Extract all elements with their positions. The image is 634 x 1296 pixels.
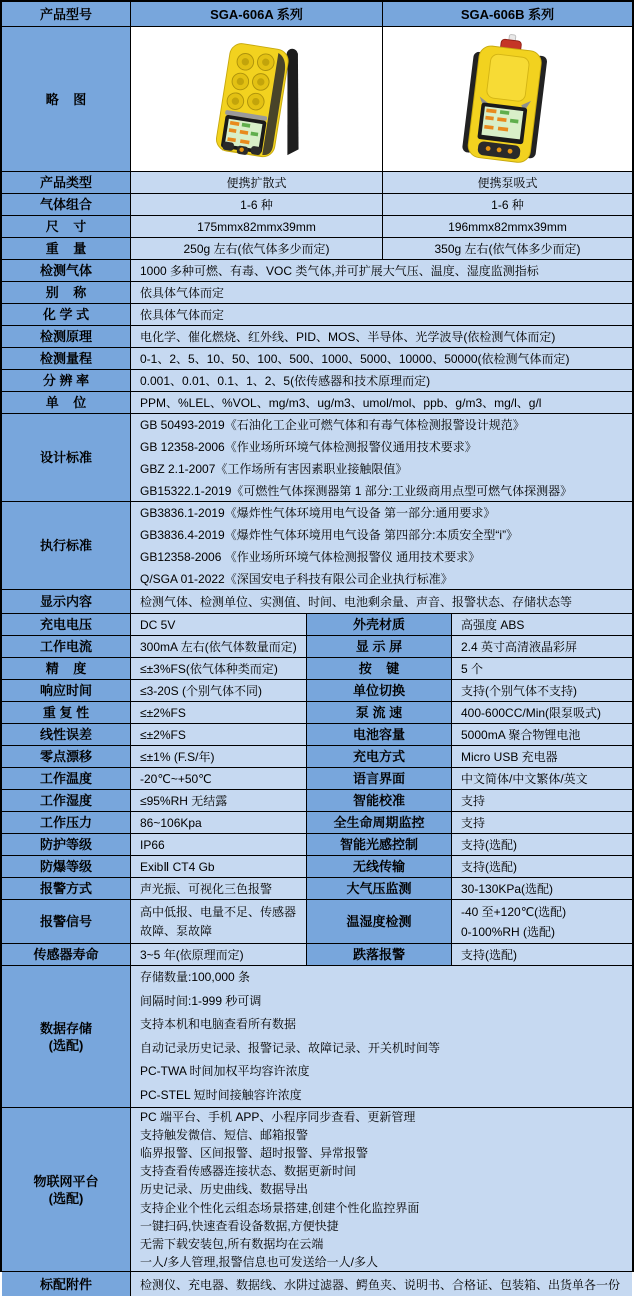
label-working-temp: 工作温度 bbox=[2, 768, 131, 789]
value-smart-calibration: 支持 bbox=[452, 790, 632, 811]
data-storage-optional: (选配) bbox=[48, 1037, 84, 1053]
label-exec-standard: 执行标准 bbox=[2, 502, 131, 589]
label-working-pressure: 工作压力 bbox=[2, 812, 131, 833]
value-explosion-proof: ExibⅡ CT4 Gb bbox=[131, 856, 307, 877]
value-barometric-monitor: 30-130KPa(选配) bbox=[452, 878, 632, 899]
temp-humidity-line: -40 至+120℃(选配) bbox=[461, 904, 567, 919]
value-detect-gas: 1000 多种可燃、有毒、VOC 类气体,并可扩展大气压、温度、湿度监测指标 bbox=[131, 260, 632, 281]
value-display-content: 检测气体、检测单位、实测值、时间、电池剩余量、声音、报警状态、存储状态等 bbox=[131, 590, 632, 613]
exec-standard-line: Q/SGA 01-2022《深国安电子科技有限公司企业执行标准》 bbox=[140, 571, 453, 586]
row-working-humidity bbox=[2, 790, 632, 812]
value-alarm-signal: 高中低报、电量不足、传感器故障、泵故障 bbox=[131, 900, 307, 943]
row-response-time bbox=[2, 680, 632, 702]
value-temp-humidity-detect bbox=[452, 900, 632, 943]
label-accessories: 标配附件 bbox=[2, 1272, 131, 1296]
label-weight: 重 量 bbox=[2, 238, 131, 259]
value-pump-speed: 400-600CC/Min(限泵吸式) bbox=[452, 702, 632, 723]
value-alarm-method: 声光振、可视化三色报警 bbox=[131, 878, 307, 899]
value-display-screen: 2.4 英寸高清液晶彩屏 bbox=[452, 636, 632, 657]
value-shell-material: 高强度 ABS bbox=[452, 614, 632, 635]
label-sketch: 略 图 bbox=[2, 27, 131, 171]
value-repeatability: ≤±2%FS bbox=[131, 702, 307, 723]
iot-line: 支持触发微信、短信、邮箱报警 bbox=[140, 1128, 309, 1143]
sketch-row bbox=[2, 27, 632, 172]
label-shell-material: 外壳材质 bbox=[307, 614, 452, 635]
header-row bbox=[2, 2, 632, 27]
value-accessories: 检测仪、充电器、数据线、水阱过滤器、鳄鱼夹、说明书、合格证、包装箱、出货单各一份 bbox=[131, 1272, 632, 1296]
row-working-temp bbox=[2, 768, 632, 790]
label-temp-humidity-detect: 温湿度检测 bbox=[307, 900, 452, 943]
value-chemical-formula: 依具体气体而定 bbox=[131, 304, 632, 325]
design-standard-line: GB 12358-2006《作业场所环境气体检测报警仪通用技术要求》 bbox=[140, 439, 477, 454]
value-exec-standard bbox=[131, 502, 632, 589]
value-charge-method: Micro USB 充电器 bbox=[452, 746, 632, 767]
label-display-screen: 显 示 屏 bbox=[307, 636, 452, 657]
row-weight bbox=[2, 238, 632, 260]
value-drop-alarm: 支持(选配) bbox=[452, 944, 632, 965]
label-linearity-error: 线性误差 bbox=[2, 724, 131, 745]
row-exec-standard bbox=[2, 502, 632, 590]
value-zero-drift: ≤±1% (F.S/年) bbox=[131, 746, 307, 767]
value-light-sensing: 支持(选配) bbox=[452, 834, 632, 855]
row-charge-voltage bbox=[2, 614, 632, 636]
value-lifecycle-monitor: 支持 bbox=[452, 812, 632, 833]
storage-line: 间隔时间:1-999 秒可调 bbox=[140, 993, 262, 1008]
value-product-type-b: 便携泵吸式 bbox=[383, 172, 632, 193]
value-protection-level: IP66 bbox=[131, 834, 307, 855]
row-dimensions bbox=[2, 216, 632, 238]
label-light-sensing: 智能光感控制 bbox=[307, 834, 452, 855]
row-linearity-error bbox=[2, 724, 632, 746]
value-precision: ≤±3%FS(依气体种类而定) bbox=[131, 658, 307, 679]
temp-humidity-line: 0-100%RH (选配) bbox=[461, 924, 556, 939]
diffusion-detector-image bbox=[131, 27, 382, 171]
iot-line: 一人/多人管理,报警信息也可发送给一人/多人 bbox=[140, 1254, 379, 1269]
row-accessories bbox=[2, 1272, 632, 1296]
diffusion-detector-icon bbox=[142, 31, 372, 168]
storage-line: PC-TWA 时间加权平均容许浓度 bbox=[140, 1064, 310, 1078]
value-sensor-life: 3~5 年(依原理而定) bbox=[131, 944, 307, 965]
label-dimensions: 尺 寸 bbox=[2, 216, 131, 237]
design-standard-line: GBZ 2.1-2007《工作场所有害因素职业接触限值》 bbox=[140, 461, 408, 476]
label-detect-range: 检测量程 bbox=[2, 348, 131, 369]
row-resolution bbox=[2, 370, 632, 392]
row-data-storage bbox=[2, 966, 632, 1108]
storage-line: PC-STEL 短时间接触容许浓度 bbox=[140, 1087, 302, 1102]
label-detect-principle: 检测原理 bbox=[2, 326, 131, 347]
row-alarm-signal bbox=[2, 900, 632, 944]
label-unit: 单 位 bbox=[2, 392, 131, 413]
label-data-storage bbox=[2, 966, 131, 1107]
label-alarm-method: 报警方式 bbox=[2, 878, 131, 899]
label-gas-combination: 气体组合 bbox=[2, 194, 131, 215]
label-barometric-monitor: 大气压监测 bbox=[307, 878, 452, 899]
value-working-humidity: ≤95%RH 无结露 bbox=[131, 790, 307, 811]
label-charge-method: 充电方式 bbox=[307, 746, 452, 767]
value-unit: PPM、%LEL、%VOL、mg/m3、ug/m3、umol/mol、ppb、g/m3、mg/l、g/l bbox=[131, 392, 632, 413]
row-design-standard bbox=[2, 414, 632, 502]
row-chemical-formula bbox=[2, 304, 632, 326]
label-smart-calibration: 智能校准 bbox=[307, 790, 452, 811]
label-alias: 别 称 bbox=[2, 282, 131, 303]
storage-line: 自动记录历史记录、报警记录、故障记录、开关机时间等 bbox=[140, 1040, 441, 1055]
value-dimensions-b: 196mmx82mmx39mm bbox=[383, 216, 632, 237]
label-protection-level: 防护等级 bbox=[2, 834, 131, 855]
label-iot-platform bbox=[2, 1108, 131, 1271]
value-response-time: ≤3-20S (个别气体不同) bbox=[131, 680, 307, 701]
value-gas-combination-b: 1-6 种 bbox=[383, 194, 632, 215]
exec-standard-line: GB3836.1-2019《爆炸性气体环境用电气设备 第一部分:通用要求》 bbox=[140, 505, 496, 520]
pump-detector-icon bbox=[393, 31, 623, 168]
iot-line: 支持企业个性化云组态场景搭建,创建个性化监控界面 bbox=[140, 1200, 420, 1215]
row-gas-combination bbox=[2, 194, 632, 216]
value-weight-a: 250g 左右(依气体多少而定) bbox=[131, 238, 383, 259]
value-working-current: 300mA 左右(依气体数量而定) bbox=[131, 636, 307, 657]
data-storage-title: 数据存储 bbox=[39, 1020, 92, 1036]
row-display-content bbox=[2, 590, 632, 614]
row-working-current bbox=[2, 636, 632, 658]
value-battery-capacity: 5000mA 聚合物锂电池 bbox=[452, 724, 632, 745]
iot-platform-title: 物联网平台 bbox=[33, 1173, 99, 1189]
row-product-type bbox=[2, 172, 632, 194]
value-iot-platform bbox=[131, 1108, 632, 1271]
iot-line: 临界报警、区间报警、超时报警、异常报警 bbox=[140, 1146, 369, 1161]
row-alarm-method bbox=[2, 878, 632, 900]
value-linearity-error: ≤±2%FS bbox=[131, 724, 307, 745]
row-iot-platform bbox=[2, 1108, 632, 1272]
design-standard-line: GB 50493-2019《石油化工企业可燃气体和有毒气体检测报警设计规范》 bbox=[140, 417, 525, 432]
value-buttons: 5 个 bbox=[452, 658, 632, 679]
label-product-type: 产品类型 bbox=[2, 172, 131, 193]
label-battery-capacity: 电池容量 bbox=[307, 724, 452, 745]
label-unit-switch: 单位切换 bbox=[307, 680, 452, 701]
value-detect-principle: 电化学、催化燃烧、红外线、PID、MOS、半导体、光学波导(依检测气体而定) bbox=[131, 326, 632, 347]
value-gas-combination-a: 1-6 种 bbox=[131, 194, 383, 215]
device-a-image-cell bbox=[131, 27, 383, 171]
row-detect-principle bbox=[2, 326, 632, 348]
label-lifecycle-monitor: 全生命周期监控 bbox=[307, 812, 452, 833]
row-protection-level bbox=[2, 834, 632, 856]
label-resolution: 分 辨 率 bbox=[2, 370, 131, 391]
iot-platform-optional: (选配) bbox=[48, 1190, 84, 1206]
device-b-image-cell bbox=[383, 27, 632, 171]
value-detect-range: 0-1、2、5、10、50、100、500、1000、5000、10000、50000(依检测气体而定) bbox=[131, 348, 632, 369]
value-wireless: 支持(选配) bbox=[452, 856, 632, 877]
pump-detector-image bbox=[383, 27, 632, 171]
storage-line: 存储数量:100,000 条 bbox=[140, 970, 251, 984]
iot-line: 无需下载安装包,所有数据均在云端 bbox=[140, 1236, 324, 1251]
label-response-time: 响应时间 bbox=[2, 680, 131, 701]
row-detect-gas bbox=[2, 260, 632, 282]
label-pump-speed: 泵 流 速 bbox=[307, 702, 452, 723]
design-standard-line: GB15322.1-2019《可燃性气体探测器第 1 部分:工业级商用点型可燃气体探测器》 bbox=[140, 483, 573, 498]
value-product-type-a: 便携扩散式 bbox=[131, 172, 383, 193]
row-unit bbox=[2, 392, 632, 414]
row-precision bbox=[2, 658, 632, 680]
row-sensor-life bbox=[2, 944, 632, 966]
header-series-b: SGA-606B 系列 bbox=[383, 2, 632, 26]
label-zero-drift: 零点漂移 bbox=[2, 746, 131, 767]
value-working-pressure: 86~106Kpa bbox=[131, 812, 307, 833]
label-precision: 精 度 bbox=[2, 658, 131, 679]
value-alias: 依具体气体而定 bbox=[131, 282, 632, 303]
iot-line: PC 端平台、手机 APP、小程序同步查看、更新管理 bbox=[140, 1110, 416, 1125]
label-language: 语言界面 bbox=[307, 768, 452, 789]
value-charge-voltage: DC 5V bbox=[131, 614, 307, 635]
label-chemical-formula: 化 学 式 bbox=[2, 304, 131, 325]
iot-line: 一键扫码,快速查看设备数据,方便快捷 bbox=[140, 1218, 339, 1233]
value-data-storage bbox=[131, 966, 632, 1107]
value-resolution: 0.001、0.01、0.1、1、2、5(依传感器和技术原理而定) bbox=[131, 370, 632, 391]
label-sensor-life: 传感器寿命 bbox=[2, 944, 131, 965]
value-dimensions-a: 175mmx82mmx39mm bbox=[131, 216, 383, 237]
label-detect-gas: 检测气体 bbox=[2, 260, 131, 281]
exec-standard-line: GB12358-2006 《作业场所环境气体检测报警仪 通用技术要求》 bbox=[140, 549, 481, 564]
value-design-standard bbox=[131, 414, 632, 501]
label-wireless: 无线传输 bbox=[307, 856, 452, 877]
value-weight-b: 350g 左右(依气体多少而定) bbox=[383, 238, 632, 259]
label-explosion-proof: 防爆等级 bbox=[2, 856, 131, 877]
label-working-humidity: 工作湿度 bbox=[2, 790, 131, 811]
row-repeatability bbox=[2, 702, 632, 724]
value-unit-switch: 支持(个别气体不支持) bbox=[452, 680, 632, 701]
row-detect-range bbox=[2, 348, 632, 370]
label-drop-alarm: 跌落报警 bbox=[307, 944, 452, 965]
iot-line: 历史记录、历史曲线、数据导出 bbox=[140, 1182, 309, 1197]
label-working-current: 工作电流 bbox=[2, 636, 131, 657]
row-working-pressure bbox=[2, 812, 632, 834]
label-alarm-signal: 报警信号 bbox=[2, 900, 131, 943]
label-design-standard: 设计标准 bbox=[2, 414, 131, 501]
row-zero-drift bbox=[2, 746, 632, 768]
value-working-temp: -20℃~+50℃ bbox=[131, 768, 307, 789]
row-alias bbox=[2, 282, 632, 304]
iot-line: 支持查看传感器连接状态、数据更新时间 bbox=[140, 1164, 357, 1179]
header-series-a: SGA-606A 系列 bbox=[131, 2, 383, 26]
label-buttons: 按 键 bbox=[307, 658, 452, 679]
label-charge-voltage: 充电电压 bbox=[2, 614, 131, 635]
storage-line: 支持本机和电脑查看所有数据 bbox=[140, 1017, 297, 1031]
label-display-content: 显示内容 bbox=[2, 590, 131, 613]
row-explosion-proof bbox=[2, 856, 632, 878]
exec-standard-line: GB3836.4-2019《爆炸性气体环境用电气设备 第四部分:本质安全型“i”》 bbox=[140, 527, 519, 542]
label-repeatability: 重 复 性 bbox=[2, 702, 131, 723]
value-language: 中文简体/中文繁体/英文 bbox=[452, 768, 632, 789]
header-product-model: 产品型号 bbox=[2, 2, 131, 26]
